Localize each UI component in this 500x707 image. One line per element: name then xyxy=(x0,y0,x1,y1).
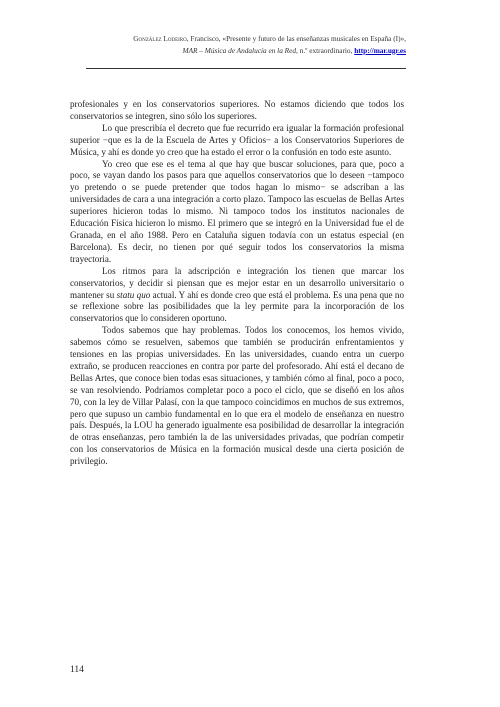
page-number: 114 xyxy=(70,665,84,675)
running-header xyxy=(60,33,406,56)
paragraph-2: Lo que prescribía el decreto que fue recurrido era igualar la formación profesional superior −que es la de la Escuela de Artes y Oficios− a los Conservatorios Superiores de Música, y ahí es donde yo creo que ha estado el error o la confusión en todo este asunto. xyxy=(70,122,404,157)
header-citation-line xyxy=(60,33,406,45)
header-magazine: MAR – Música de Andalucía en la Red xyxy=(182,45,297,55)
paragraph-4 xyxy=(70,266,404,326)
header-title: , Francisco, «Presente y futuro de las enseñanzas musicales en España (I)», xyxy=(186,34,406,43)
paragraph-1: profesionales y en los conservatorios superiores. No estamos diciendo que todos los conservatorios se integren, sino sólo los superiores. xyxy=(70,99,404,121)
paragraph-4-text-b: actual. Y ahí es donde creo que está el problema. Es una pena que no se reflexione sobre las posibilidades que la ley permite para la incorporación de los conservatorios que lo consideren oportuno. xyxy=(70,289,405,324)
paragraph-3: Yo creo que ese es el tema al que hay que buscar soluciones, para que, poco a poco, se vayan dando los pasos para que aquellos conservatorios que lo deseen −tampoco yo pretendo o se puede pretender que todos hagan lo mismo− se adscriban a las universidades de cara a una integración a corto plazo. Tampoco las escuelas de Bellas Artes superiores hicieron todas lo mismo. Ni tampoco todos los institutos nacionales de Educación Física hicieron lo mismo. El primero que se integró en la Universidad fue el de Granada, en el año 1988. Pero en Cataluña siguen todavía con un estatus especial (en Barcelona). Es decir, no tienen por qué seguir todos los conservatorios la misma trayectoria. xyxy=(70,158,404,264)
paragraph-4-text-a: Los ritmos para la adscripción e integración los tienen que marcar los conservatorios, y decidir si piensan que es mejor estar en un desarrollo universitario o mantener su xyxy=(70,265,404,300)
header-author: González Lodeiro xyxy=(133,34,187,43)
header-url-link[interactable]: http://mar.ugr.es xyxy=(354,45,406,55)
body-text xyxy=(70,99,404,468)
paragraph-5: Todos sabemos que hay problemas. Todos los conocemos, los hemos vivido, sabemos cómo se resuelven, sabemos que también se producirán enfrentamientos y tensiones en las propias universidades. En las universidades, cuando entra un cuerpo extraño, se producen reacciones en contra por parte del profesorado. Ahí está el decano de Bellas Artes, que conoce bien todas esas situaciones, y también cómo al final, poco a poco, se van resolviendo. Podríamos completar poco a poco el ciclo, que se diseñó en los años 70, con la ley de Villar Palasí, con la que tampoco coincidimos en muchos de sus extremos, pero que supuso un cambio fundamental en lo que era el modelo de enseñanza en nuestro país. Después, la LOU ha generado igualmente esa posibilidad de desarrollar la integración de otras enseñanzas, pero también la de las universidades privadas, que podrían competir con los conservatorios de Música en la formación musical desde una cierta posición de privilegio. xyxy=(70,325,404,467)
paragraph-4-italic: statu quo xyxy=(116,289,151,300)
header-source-line xyxy=(60,45,406,57)
header-divider xyxy=(86,68,406,69)
header-issue: , n.º extraordinario, xyxy=(296,45,355,55)
